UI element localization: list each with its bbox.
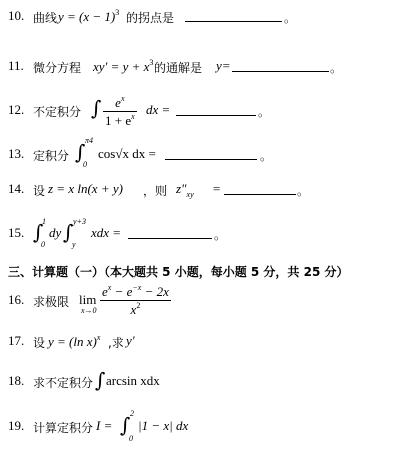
question-expression: $xy' = y + x^3$ <box>93 58 154 74</box>
question-16 <box>0 284 411 316</box>
period: 。 <box>258 105 271 119</box>
integrand-fraction: $\frac{e^x}{1 + e^x}$ <box>105 94 135 128</box>
inner-integral-sign: ∫ <box>63 220 74 244</box>
period: 。 <box>297 184 310 198</box>
answer-lhs: y= <box>216 58 231 73</box>
question-12 <box>0 96 411 126</box>
limit-subscript: x→0 <box>81 306 97 315</box>
question-expression: I = <box>96 418 113 433</box>
question-tail: 的通解是 <box>154 61 203 75</box>
question-text: 微分方程 <box>33 61 82 75</box>
question-13 <box>0 138 411 168</box>
question-expression: $y = (x - 1)^3$ <box>58 8 120 24</box>
question-text: 计算定积分 <box>33 421 94 435</box>
question-text: 求不定积分 <box>33 376 94 390</box>
question-18 <box>0 369 411 397</box>
question-number: 19. <box>8 418 25 433</box>
question-tail: ,求 <box>108 336 124 350</box>
period: 。 <box>284 11 297 25</box>
answer-blank <box>176 102 256 117</box>
question-expression: y = (ln x)$^x$ <box>48 333 101 349</box>
question-number: 14. <box>8 181 25 196</box>
question-text: 设 <box>33 184 46 198</box>
integrand: xdx = <box>91 225 122 240</box>
question-number: 13. <box>8 146 25 161</box>
upper-limit: 2 <box>130 409 134 418</box>
integrand: cos√x dx = <box>98 146 156 161</box>
integrand: |1 − x| dx <box>138 418 189 433</box>
second-derivative: $z"_{xy}$ <box>176 181 194 199</box>
question-number: 11. <box>8 58 24 73</box>
question-number: 16. <box>8 292 25 307</box>
equals: = <box>213 181 221 196</box>
integral-sign: ∫ <box>95 368 106 392</box>
question-number: 15. <box>8 225 25 240</box>
inner-lower-limit: y <box>72 240 76 249</box>
outer-lower-limit: 0 <box>41 240 45 249</box>
inner-upper-limit: y+3 <box>73 217 86 226</box>
integrand: arcsin xdx <box>106 373 160 388</box>
question-tail: 的拐点是 <box>126 11 175 25</box>
question-15 <box>0 217 411 250</box>
outer-upper-limit: 1 <box>42 217 46 226</box>
answer-blank <box>232 58 329 73</box>
period: 。 <box>260 149 273 163</box>
period: 。 <box>214 228 227 242</box>
section-heading-text: 三、计算题（一）（本大题共 5 小题，每小题 5 分，共 25 分） <box>8 265 349 279</box>
question-text: 不定积分 <box>33 105 82 119</box>
upper-limit: π4 <box>85 136 94 145</box>
question-number: 17. <box>8 333 25 348</box>
lower-limit: 0 <box>129 434 133 443</box>
question-text: 定积分 <box>33 149 70 163</box>
answer-blank <box>224 181 296 196</box>
answer-blank <box>165 146 257 161</box>
lower-limit: 0 <box>83 160 87 169</box>
question-text: 设 <box>33 336 46 350</box>
limit-operator: lim <box>79 292 97 307</box>
limit-fraction: $\frac{e^x - e^{-x} - 2x}{x^2}$ <box>102 283 169 317</box>
question-number: 18. <box>8 373 25 388</box>
question-number: 10. <box>8 8 25 23</box>
answer-blank <box>185 8 282 23</box>
question-text: 曲线 <box>33 11 58 25</box>
period: 。 <box>330 61 343 75</box>
question-expression: z = x ln(x + y) <box>48 181 123 196</box>
integral-sign: ∫ <box>120 413 131 437</box>
differential: dx = <box>146 102 171 117</box>
question-number: 12. <box>8 102 25 117</box>
outer-integral-sign: ∫ <box>33 220 44 244</box>
answer-blank <box>128 225 212 240</box>
question-target: y' <box>126 333 135 348</box>
question-text: 求极限 <box>33 295 70 309</box>
outer-differential: dy <box>49 225 62 240</box>
question-19 <box>0 409 411 444</box>
integral-sign: ∫ <box>91 96 102 120</box>
integral-sign: ∫ <box>75 140 86 164</box>
question-connector: ，则 <box>143 184 168 198</box>
